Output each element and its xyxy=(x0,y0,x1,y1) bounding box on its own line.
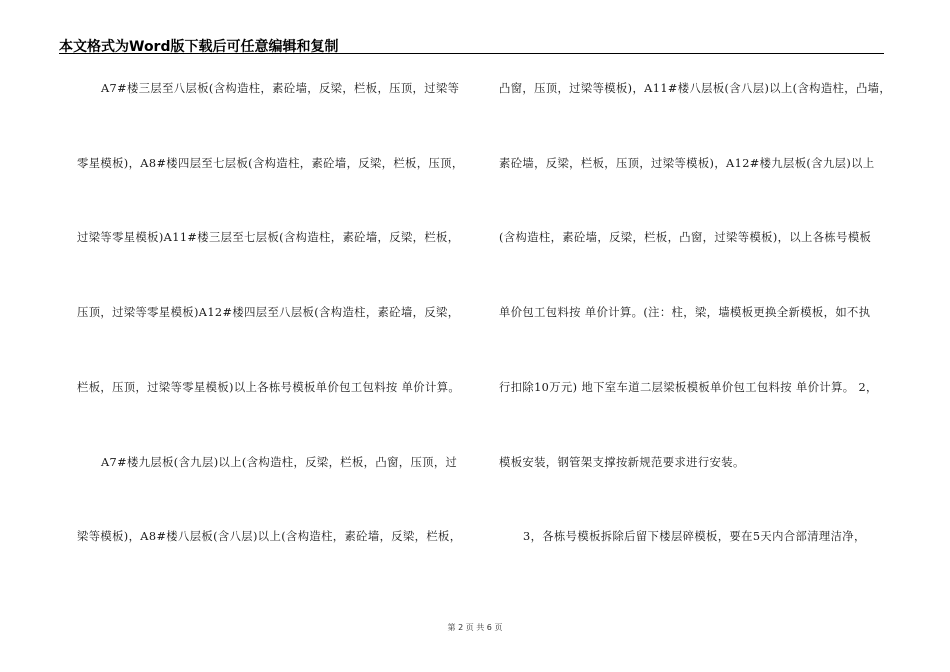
text-line: 模板安装，钢管架支撑按新规范要求进行安装。 xyxy=(499,456,745,469)
text-line: 素砼墙，反梁，栏板，压顶，过梁等模板)，A12#楼九层板(含九层)以上 xyxy=(499,157,875,170)
text-line: 行扣除10万元) 地下室车道二层梁板模板单价包工包料按 单价计算。 2， xyxy=(499,381,878,394)
text-line: (含构造柱，素砼墙，反梁，栏板，凸窗，过梁等模板)，以上各栋号模板 xyxy=(499,231,872,244)
text-line: 零星模板)，A8#楼四层至七层板(含构造柱，素砼墙，反梁，栏板，压顶， xyxy=(77,157,464,170)
header-divider xyxy=(59,53,884,54)
document-header-title: 本文格式为Word版下载后可任意编辑和复制 xyxy=(59,39,339,55)
text-line: 栏板，压顶，过梁等零星模板)以上各栋号模板单价包工包料按 单价计算。 xyxy=(77,381,461,394)
text-line: 过梁等零星模板)A11#楼三层至七层板(含构造柱，素砼墙，反梁，栏板， xyxy=(77,231,460,244)
text-line: 3，各栋号模板拆除后留下楼层碎模板，要在5天内合部清理洁净， xyxy=(523,530,866,543)
page-number: 第 2 页 共 6 页 xyxy=(447,623,503,632)
text-line: 凸窗，压顶，过梁等模板)，A11#楼八层板(含八层)以上(含构造柱，凸墙， xyxy=(499,82,892,95)
text-line: 压顶，过梁等零星模板)A12#楼四层至八层板(含构造柱，素砼墙，反梁， xyxy=(77,306,460,319)
text-line: A7#楼九层板(含九层)以上(含构造柱，反梁，栏板，凸窗，压顶，过 xyxy=(101,456,458,469)
text-line: 单价包工包料按 单价计算。(注：柱，梁，墙模板更换全新模板，如不执 xyxy=(499,306,871,319)
text-line: 梁等模板)，A8#楼八层板(含八层)以上(含构造柱，素砼墙，反梁，栏板， xyxy=(77,530,462,543)
text-line: A7#楼三层至八层板(含构造柱，素砼墙，反梁，栏板，压顶，过梁等 xyxy=(101,82,460,95)
